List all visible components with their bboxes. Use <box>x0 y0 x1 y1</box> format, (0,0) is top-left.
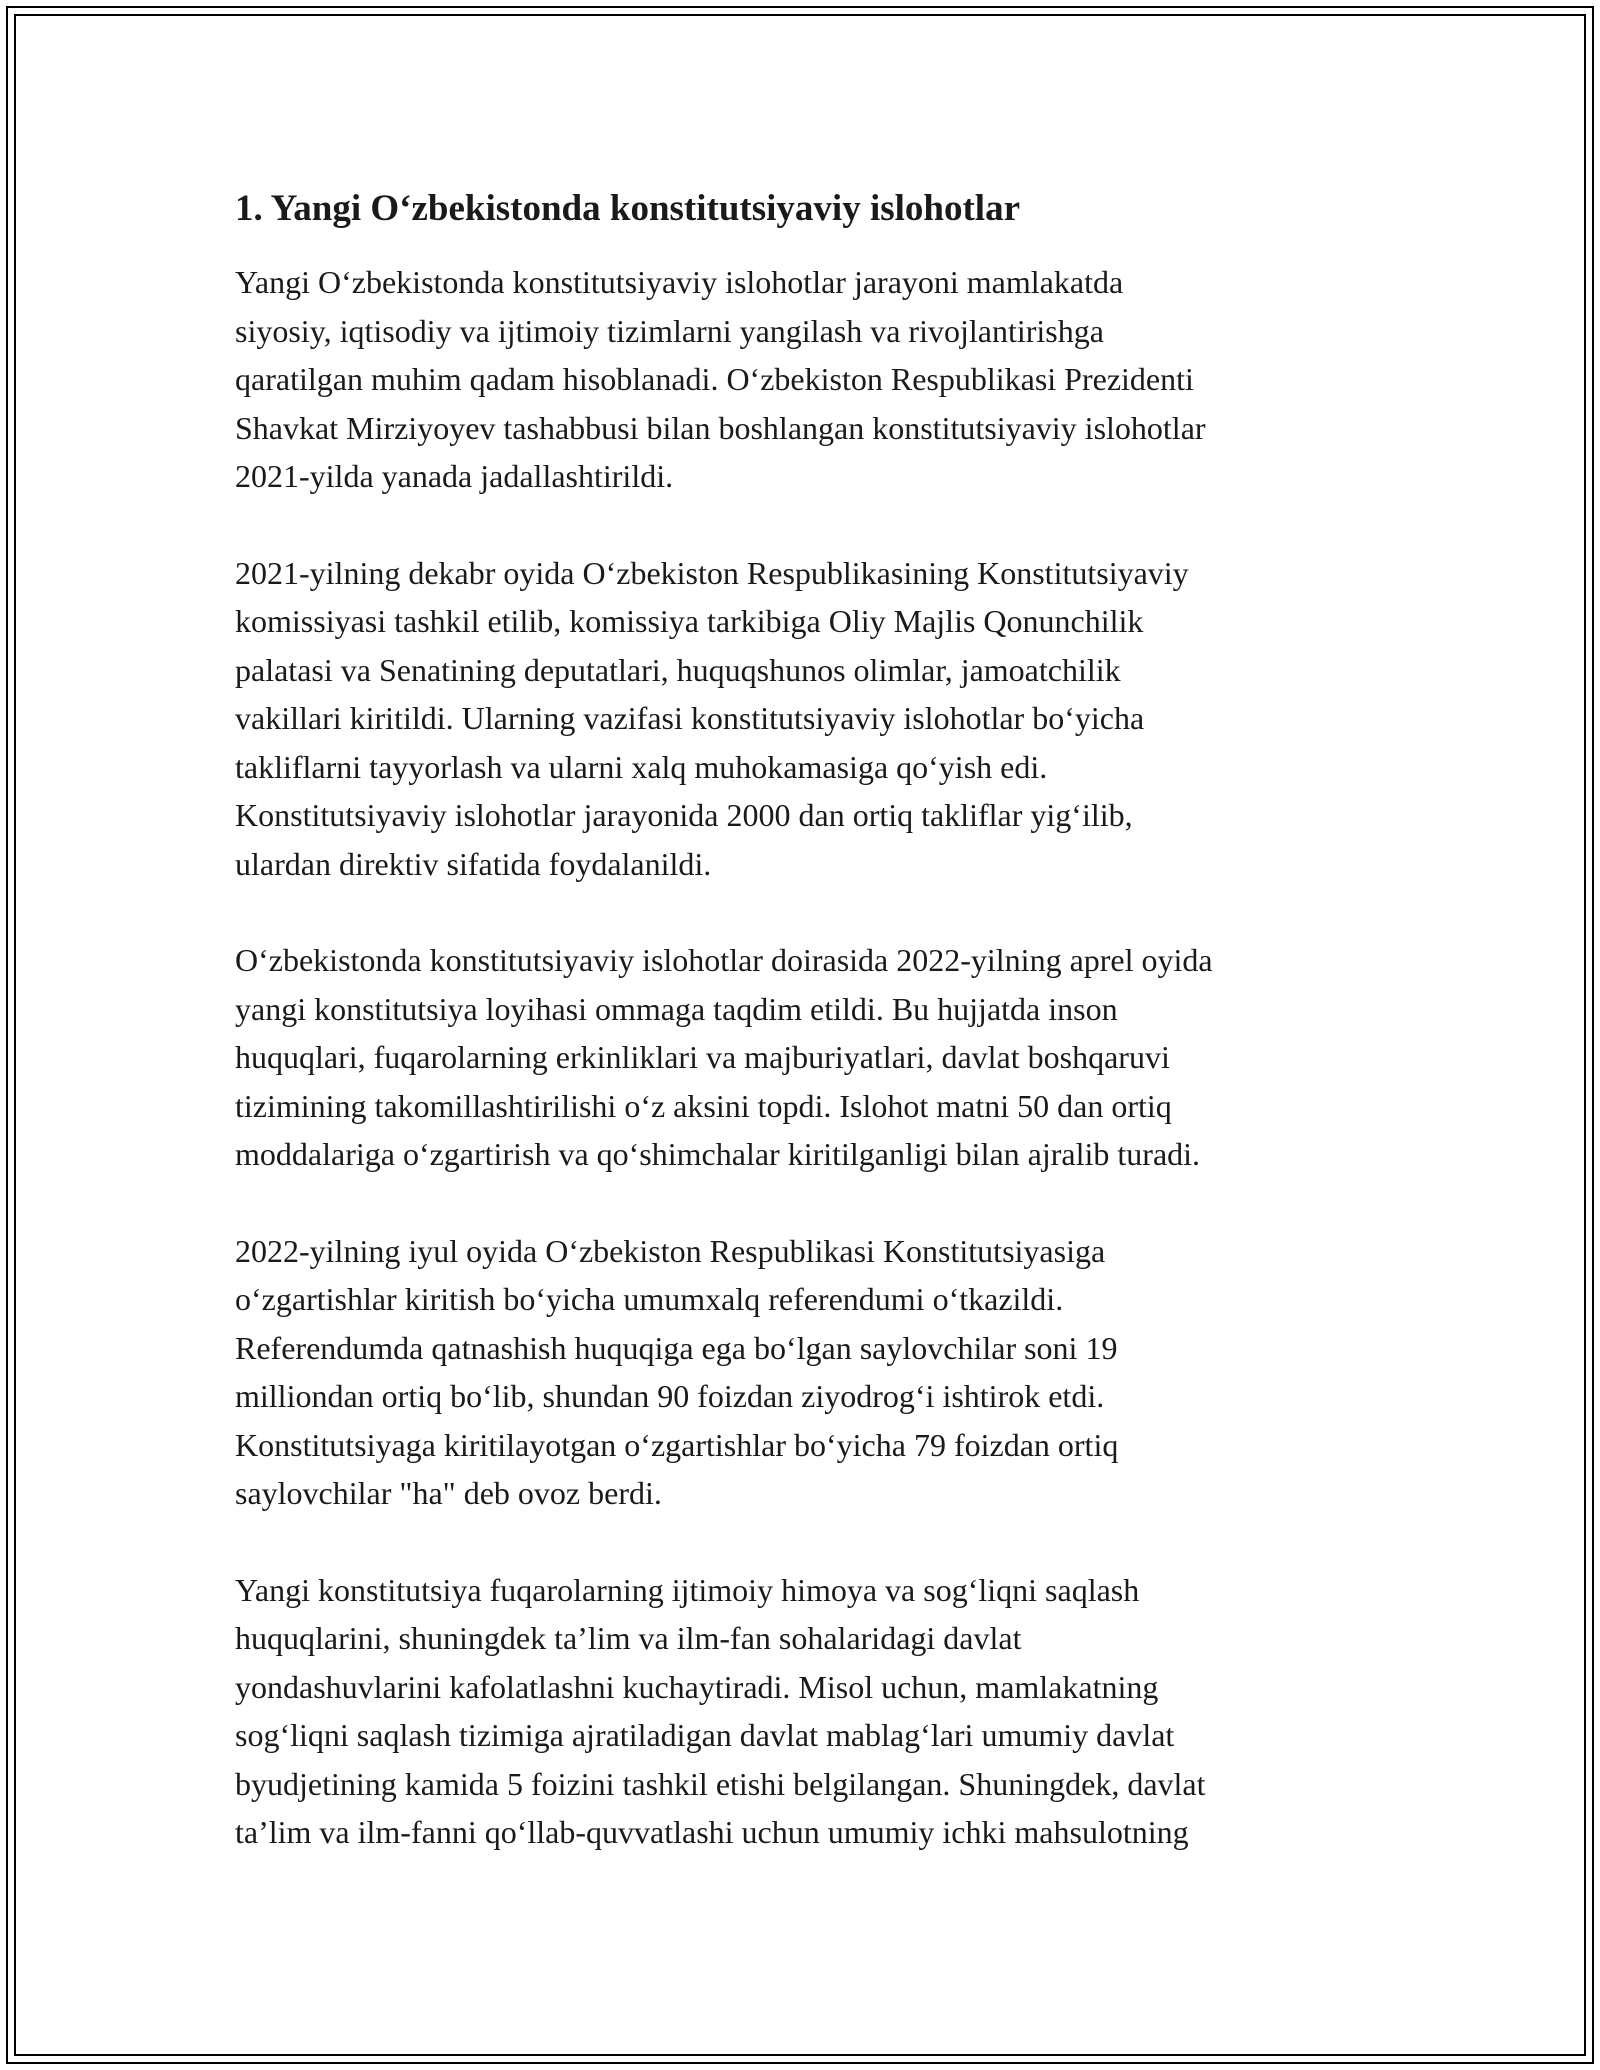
paragraph-3 <box>235 936 1375 1179</box>
text-line: Referendumda qatnashish huquqiga ega bo‘lgan saylovchilar soni 19 <box>235 1329 1118 1366</box>
text-line: yondashuvlarini kafolatlashni kuchaytiradi. Misol uchun, mamlakatning <box>235 1668 1159 1705</box>
text-line: ulardan direktiv sifatida foydalanildi. <box>235 845 712 882</box>
text-line: moddalariga o‘zgartirish va qo‘shimchalar kiritilganligi bilan ajralib turadi. <box>235 1136 1201 1172</box>
paragraph-1 <box>235 258 1375 501</box>
document-body <box>235 186 1375 1905</box>
text-line: tizimining takomillashtirilishi o‘z aksini topdi. Islohot matni 50 dan ortiq <box>235 1087 1172 1124</box>
text-line: Konstitutsiyaga kiritilayotgan o‘zgartishlar bo‘yicha 79 foizdan ortiq <box>235 1426 1119 1463</box>
text-line: Yangi O‘zbekistonda konstitutsiyaviy islohotlar jarayoni mamlakatda <box>235 264 1124 300</box>
text-line: 2021-yilning dekabr oyida O‘zbekiston Respublikasining Konstitutsiyaviy <box>235 554 1189 591</box>
text-line: sog‘liqni saqlash tizimiga ajratiladigan davlat mablag‘lari umumiy davlat <box>235 1717 1175 1753</box>
paragraph-4 <box>235 1227 1375 1518</box>
text-line: o‘zgartishlar kiritish bo‘yicha umumxalq referendumi o‘tkazildi. <box>235 1281 1064 1317</box>
text-line: siyosiy, iqtisodiy va ijtimoiy tizimlarni yangilash va rivojlantirishga <box>235 312 1104 349</box>
paragraph-5 <box>235 1566 1375 1857</box>
text-line: ta’lim va ilm-fanni qo‘llab-quvvatlashi uchun umumiy ichki mahsulotning <box>235 1814 1189 1850</box>
text-line: komissiyasi tashkil etilib, komissiya tarkibiga Oliy Majlis Qonunchilik <box>235 603 1144 639</box>
text-line: Shavkat Mirziyoyev tashabbusi bilan boshlangan konstitutsiyaviy islohotlar <box>235 409 1206 446</box>
paragraph-2 <box>235 549 1375 889</box>
text-line: saylovchilar "ha" deb ovoz berdi. <box>235 1475 662 1511</box>
text-line: vakillari kiritildi. Ularning vazifasi konstitutsiyaviy islohotlar bo‘yicha <box>235 700 1145 736</box>
section-heading: 1. Yangi O‘zbekistonda konstitutsiyaviy islohotlar <box>235 188 1021 229</box>
text-line: 2021-yilda yanada jadallashtirildi. <box>235 458 674 494</box>
text-line: O‘zbekistonda konstitutsiyaviy islohotlar doirasida 2022-yilning aprel oyida <box>235 942 1213 978</box>
text-line: palatasi va Senatining deputatlari, huquqshunos olimlar, jamoatchilik <box>235 651 1121 688</box>
text-line: byudjetining kamida 5 foizini tashkil etishi belgilangan. Shuningdek, davlat <box>235 1765 1206 1802</box>
text-line: yangi konstitutsiya loyihasi ommaga taqdim etildi. Bu hujjatda inson <box>235 990 1118 1027</box>
text-line: 2022-yilning iyul oyida O‘zbekiston Respublikasi Konstitutsiyasiga <box>235 1232 1106 1269</box>
text-line: milliondan ortiq bo‘lib, shundan 90 foizdan ziyodrog‘i ishtirok etdi. <box>235 1378 1105 1414</box>
text-line: huquqlarini, shuningdek ta’lim va ilm-fan sohalaridagi davlat <box>235 1620 1022 1656</box>
text-line: takliflarni tayyorlash va ularni xalq muhokamasiga qo‘yish edi. <box>235 748 1048 785</box>
text-line: Yangi konstitutsiya fuqarolarning ijtimoiy himoya va sog‘liqni saqlash <box>235 1571 1140 1608</box>
text-line: huquqlari, fuqarolarning erkinliklari va majburiyatlari, davlat boshqaruvi <box>235 1039 1170 1075</box>
text-line: qaratilgan muhim qadam hisoblanadi. O‘zbekiston Respublikasi Prezidenti <box>235 361 1194 397</box>
text-line: Konstitutsiyaviy islohotlar jarayonida 2000 dan ortiq takliflar yig‘ilib, <box>235 797 1133 833</box>
